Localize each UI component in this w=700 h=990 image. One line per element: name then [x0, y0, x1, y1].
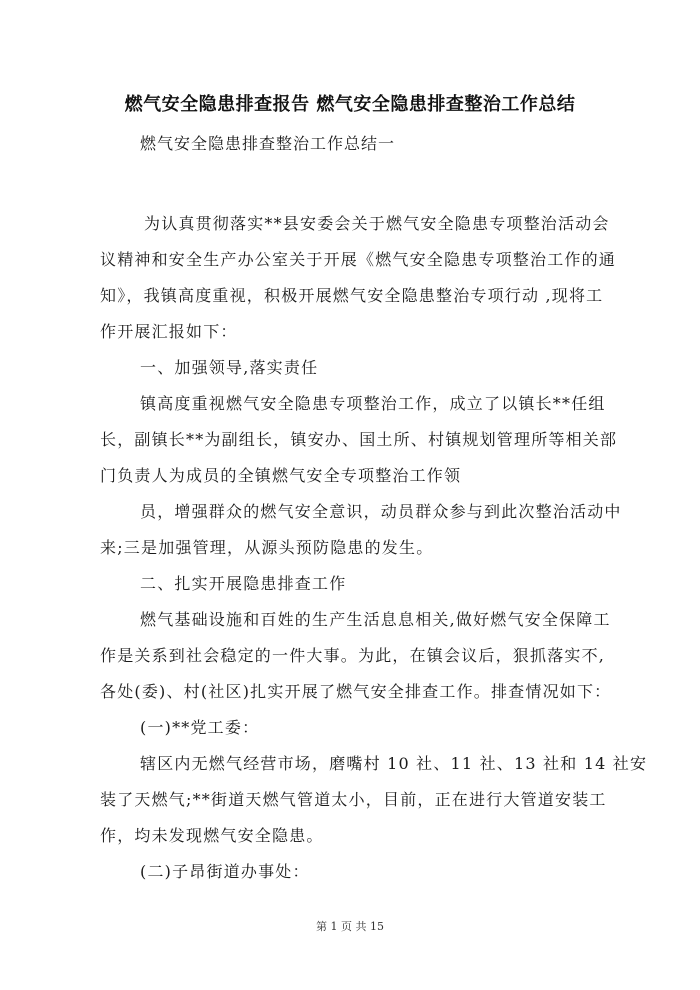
body-line: 门负责人为成员的全镇燃气安全专项整治工作领: [100, 466, 462, 485]
document-title: 燃气安全隐患排查报告 燃气安全隐患排查整治工作总结: [124, 94, 576, 115]
body-line: 各处(委)、村(社区)扎实开展了燃气安全排查工作。排查情况如下：: [100, 682, 612, 701]
body-line: 作是关系到社会稳定的一件大事。为此，在镇会议后，狠抓落实不,: [100, 646, 606, 665]
body-line: 议精神和安全生产办公室关于开展《燃气安全隐患专项整治工作的通: [100, 250, 617, 269]
body-line: 燃气基础设施和百姓的生产生活息息相关,做好燃气安全保障工: [140, 610, 611, 629]
body-line: 装了天燃气;**街道天燃气管道太小，目前，正在进行大管道安装工: [100, 790, 607, 809]
document-subtitle: 燃气安全隐患排查整治工作总结一: [140, 134, 396, 153]
body-line: 知》，我镇高度重视，积极开展燃气安全隐患整治专项行动 ,现将工: [100, 286, 604, 305]
body-line: 员，增强群众的燃气安全意识，动员群众参与到此次整治活动中: [140, 502, 622, 521]
page-number-footer: 第 1 页 共 15: [316, 920, 384, 933]
subsection-heading: (二)子昂街道办事处：: [140, 862, 310, 881]
section-heading: 一、加强领导,落实责任: [140, 358, 319, 377]
section-heading: 二、扎实开展隐患排查工作: [140, 574, 347, 593]
body-line: 作开展汇报如下：: [100, 322, 238, 341]
subsection-heading: (一)**党工委：: [140, 718, 260, 737]
body-line: 长，副镇长**为副组长，镇安办、国土所、村镇规划管理所等相关部: [100, 430, 618, 449]
body-line: 为认真贯彻落实**县安委会关于燃气安全隐患专项整治活动会: [144, 214, 610, 233]
body-line: 镇高度重视燃气安全隐患专项整治工作，成立了以镇长**任组: [140, 394, 606, 413]
body-line: 作，均未发现燃气安全隐患。: [100, 826, 324, 845]
body-line: 来;三是加强管理，从源头预防隐患的发生。: [100, 538, 434, 557]
body-line: 辖区内无燃气经营市场，磨嘴村 10 社、11 社、13 社和 14 社安: [140, 754, 648, 773]
